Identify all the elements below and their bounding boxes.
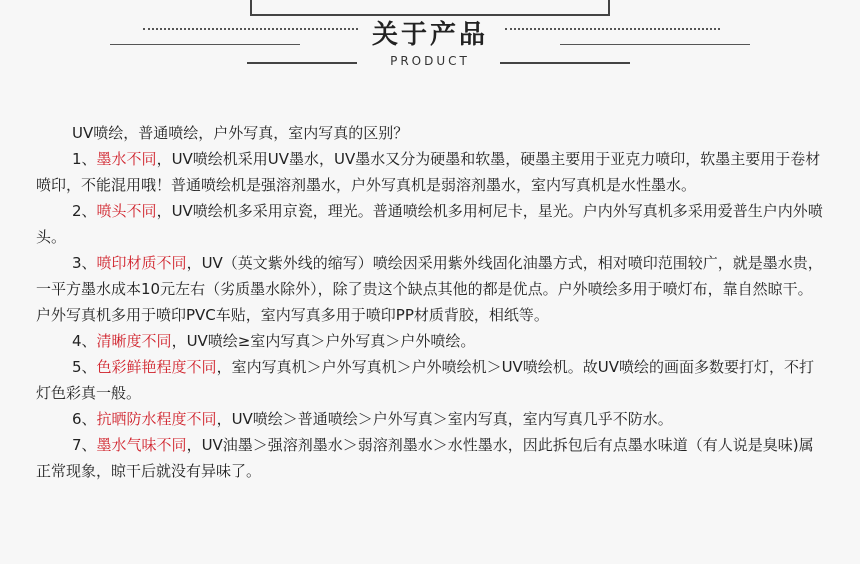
item-number: 3、 bbox=[72, 254, 97, 272]
item-highlight: 色彩鲜艳程度不同 bbox=[96, 358, 217, 376]
section-title: 关于产品 bbox=[371, 20, 488, 50]
item-text: ，UV喷绘≥室内写真＞户外写真＞户外喷绘。 bbox=[171, 332, 476, 350]
item-number: 6、 bbox=[72, 410, 97, 428]
item-highlight: 清晰度不同 bbox=[96, 332, 172, 350]
item-highlight: 抗晒防水程度不同 bbox=[96, 410, 217, 428]
item-text: ，UV喷绘机采用UV墨水，UV墨水又分为硬墨和软墨，硬墨主要用于亚克力喷印，软墨主要用于卷材喷印，不能混用哦！普通喷绘机是强溶剂墨水，户外写真机是弱溶剂墨水，室内写真机是水性墨水。 bbox=[36, 150, 821, 194]
item-number: 4、 bbox=[72, 332, 97, 350]
item-paragraph-7 bbox=[36, 432, 826, 484]
item-text: ，室内写真机＞户外写真机＞户外喷绘机＞UV喷绘机。故UV喷绘的画面多数要打灯，不打灯色彩真一般。 bbox=[36, 358, 815, 402]
intro-paragraph: UV喷绘，普通喷绘，户外写真，室内写真的区别？ bbox=[72, 124, 409, 142]
item-number: 2、 bbox=[72, 202, 97, 220]
article-body bbox=[36, 120, 826, 484]
item-paragraph-5 bbox=[36, 354, 826, 406]
item-text: ，UV油墨＞强溶剂墨水＞弱溶剂墨水＞水性墨水，因此拆包后有点墨水味道（有人说是臭味)属正常现象，晾干后就没有异味了。 bbox=[36, 436, 814, 480]
item-paragraph-2 bbox=[36, 198, 826, 250]
item-text: ，UV（英文紫外线的缩写）喷绘因采用紫外线固化油墨方式，相对喷印范围较广，就是墨水贵，一平方墨水成本10元左右（劣质墨水除外），除了贵这个缺点其他的都是优点。户外喷绘多用于喷灯布，靠自然晾干。户外写真机多用于喷印PVC车贴，室内写真多用于喷印PP材质背胶，相纸等。 bbox=[36, 254, 823, 324]
item-number: 5、 bbox=[72, 358, 97, 376]
item-text: ，UV喷绘机多采用京瓷，理光。普通喷绘机多用柯尼卡，星光。户内外写真机多采用爱普生户内外喷头。 bbox=[36, 202, 823, 246]
item-paragraph-6 bbox=[36, 406, 826, 432]
item-text: ，UV喷绘＞普通喷绘＞户外写真＞室内写真，室内写真几乎不防水。 bbox=[216, 410, 673, 428]
item-number: 1、 bbox=[72, 150, 97, 168]
section-subtitle: PRODUCT bbox=[390, 54, 470, 68]
item-highlight: 喷印材质不同 bbox=[96, 254, 187, 272]
item-highlight: 墨水气味不同 bbox=[96, 436, 187, 454]
item-paragraph-3 bbox=[36, 250, 826, 328]
item-highlight: 喷头不同 bbox=[96, 202, 157, 220]
item-paragraph-1 bbox=[36, 146, 826, 198]
item-paragraph-4 bbox=[36, 328, 826, 354]
item-highlight: 墨水不同 bbox=[96, 150, 157, 168]
item-number: 7、 bbox=[72, 436, 97, 454]
